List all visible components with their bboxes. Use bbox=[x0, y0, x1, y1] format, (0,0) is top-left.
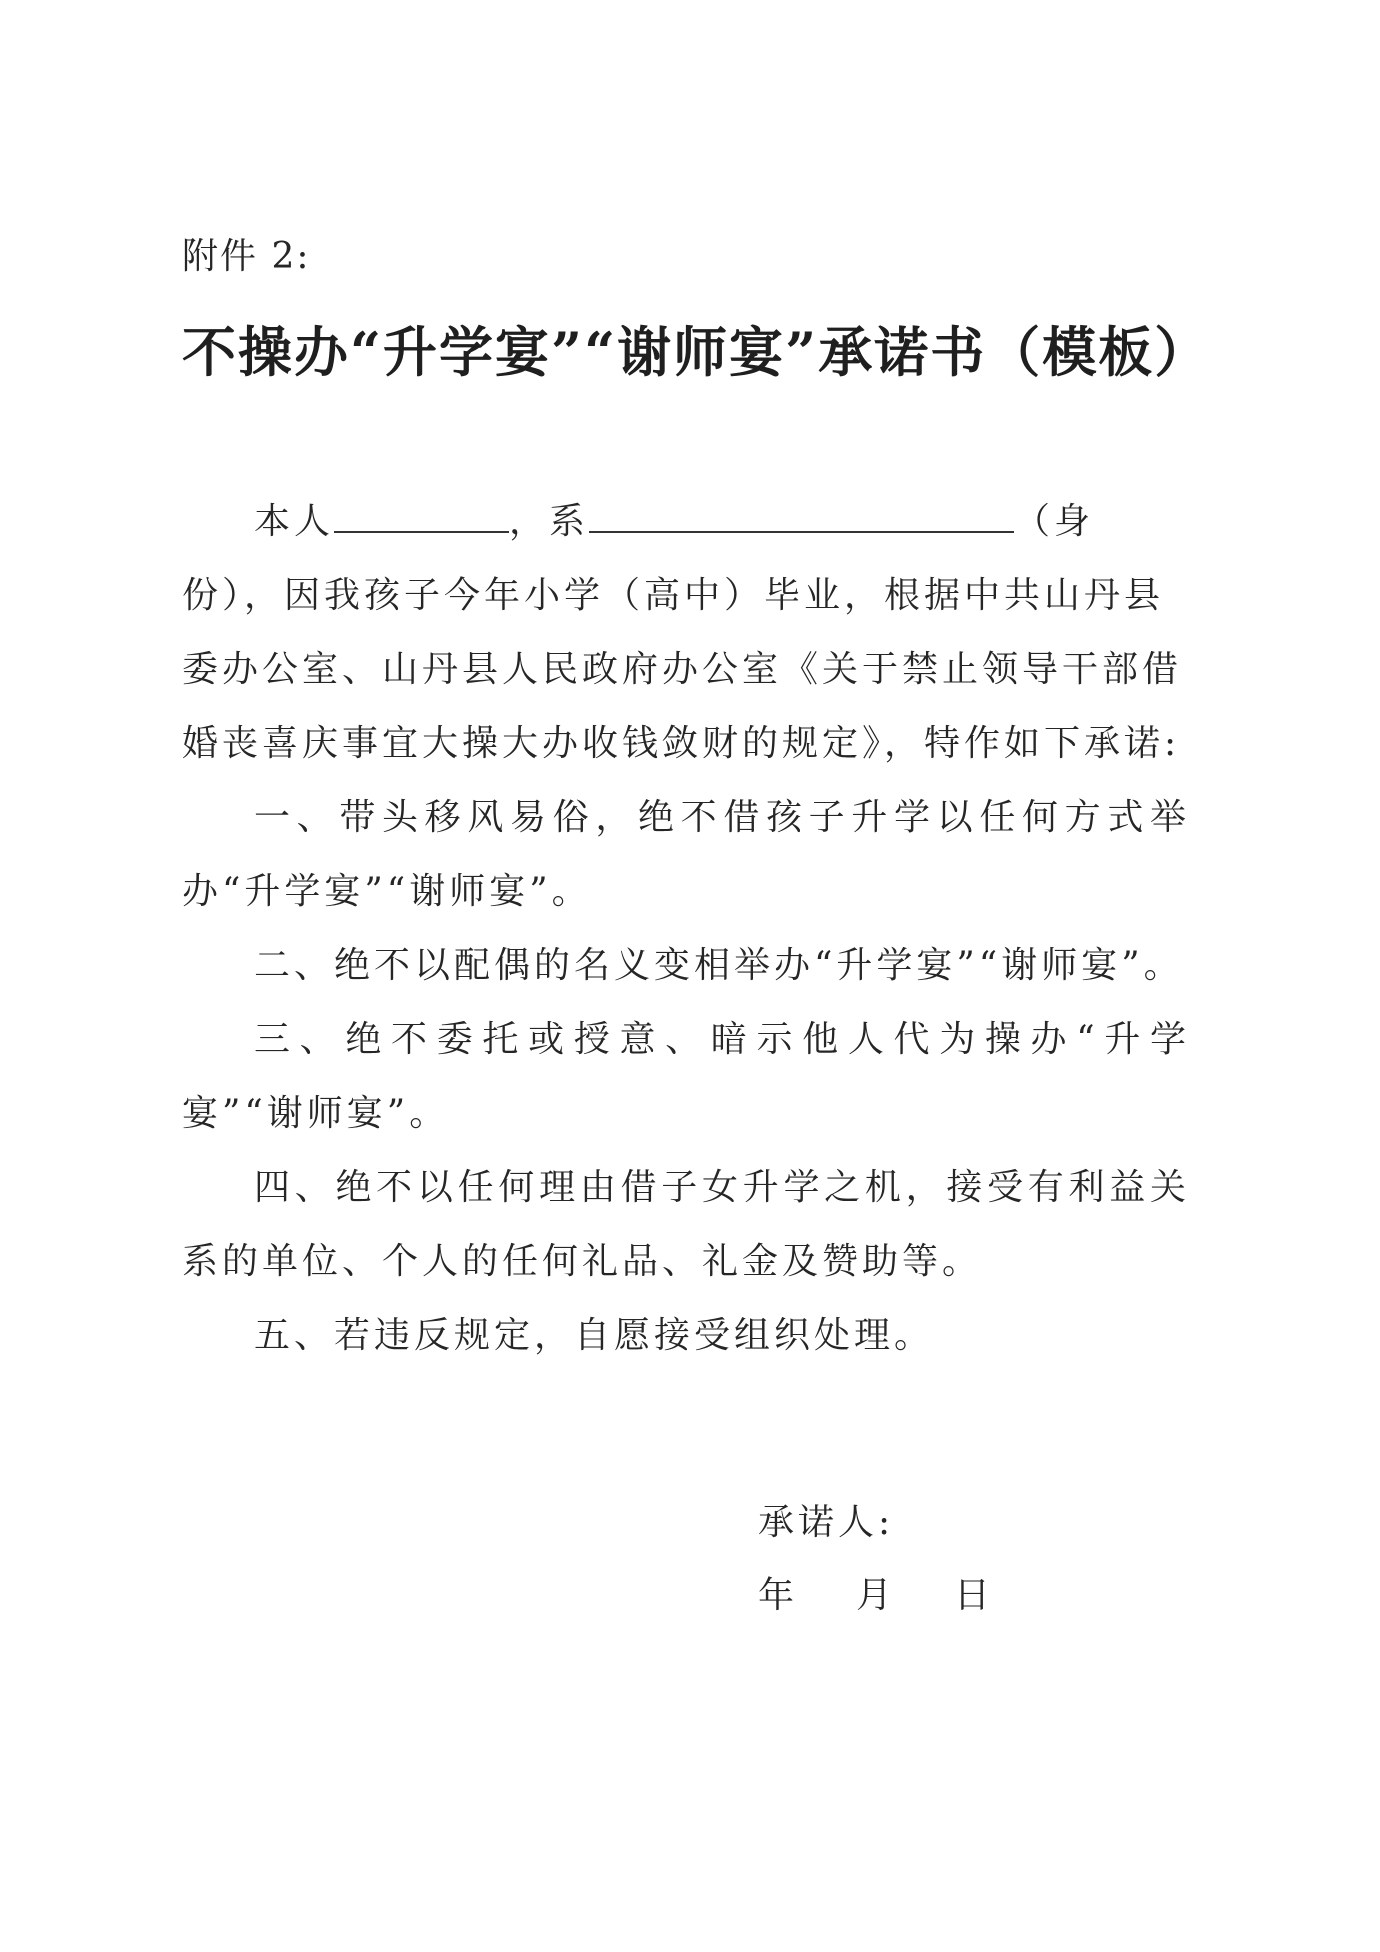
signature-date bbox=[758, 1571, 990, 1621]
intro-paragraph bbox=[182, 485, 1190, 781]
date-day-label: 日 bbox=[954, 1575, 991, 1616]
identity-blank[interactable] bbox=[589, 491, 1014, 533]
document-title: 不操办“升学宴”“谢师宴”承诺书（模板） bbox=[182, 320, 1211, 384]
commitment-item-4: 四、绝不以任何理由借子女升学之机，接受有利益关系的单位、个人的任何礼品、礼金及赞助等。 bbox=[182, 1167, 1190, 1282]
commitment-item-3: 三、绝不委托或授意、暗示他人代为操办“升学宴”“谢师宴”。 bbox=[182, 1019, 1190, 1134]
commitment-item-2: 二、绝不以配偶的名义变相举办“升学宴”“谢师宴”。 bbox=[254, 945, 1184, 986]
date-year-label: 年 bbox=[758, 1575, 795, 1616]
commitment-item-1: 一、带头移风易俗，绝不借孩子升学以任何方式举办“升学宴”“谢师宴”。 bbox=[182, 797, 1190, 912]
intro-text-3: （身份），因我孩子今年小学（高中）毕业，根据中共山丹县委办公室、山丹县人民政府办公室《关于禁止领导干部借婚丧喜庆事宜大操大办收钱敛财的规定》，特作如下承诺: bbox=[182, 501, 1183, 764]
signer-label: 承诺人: bbox=[758, 1502, 895, 1543]
document-body bbox=[182, 485, 1190, 1373]
attachment-label: 附件 2: bbox=[182, 236, 311, 277]
intro-text-2: ，系 bbox=[509, 501, 590, 542]
date-month-label: 月 bbox=[856, 1575, 893, 1616]
intro-text-1: 本人 bbox=[254, 501, 335, 542]
commitment-item-5: 五、若违反规定，自愿接受组织处理。 bbox=[254, 1315, 935, 1356]
name-blank[interactable] bbox=[334, 491, 509, 533]
